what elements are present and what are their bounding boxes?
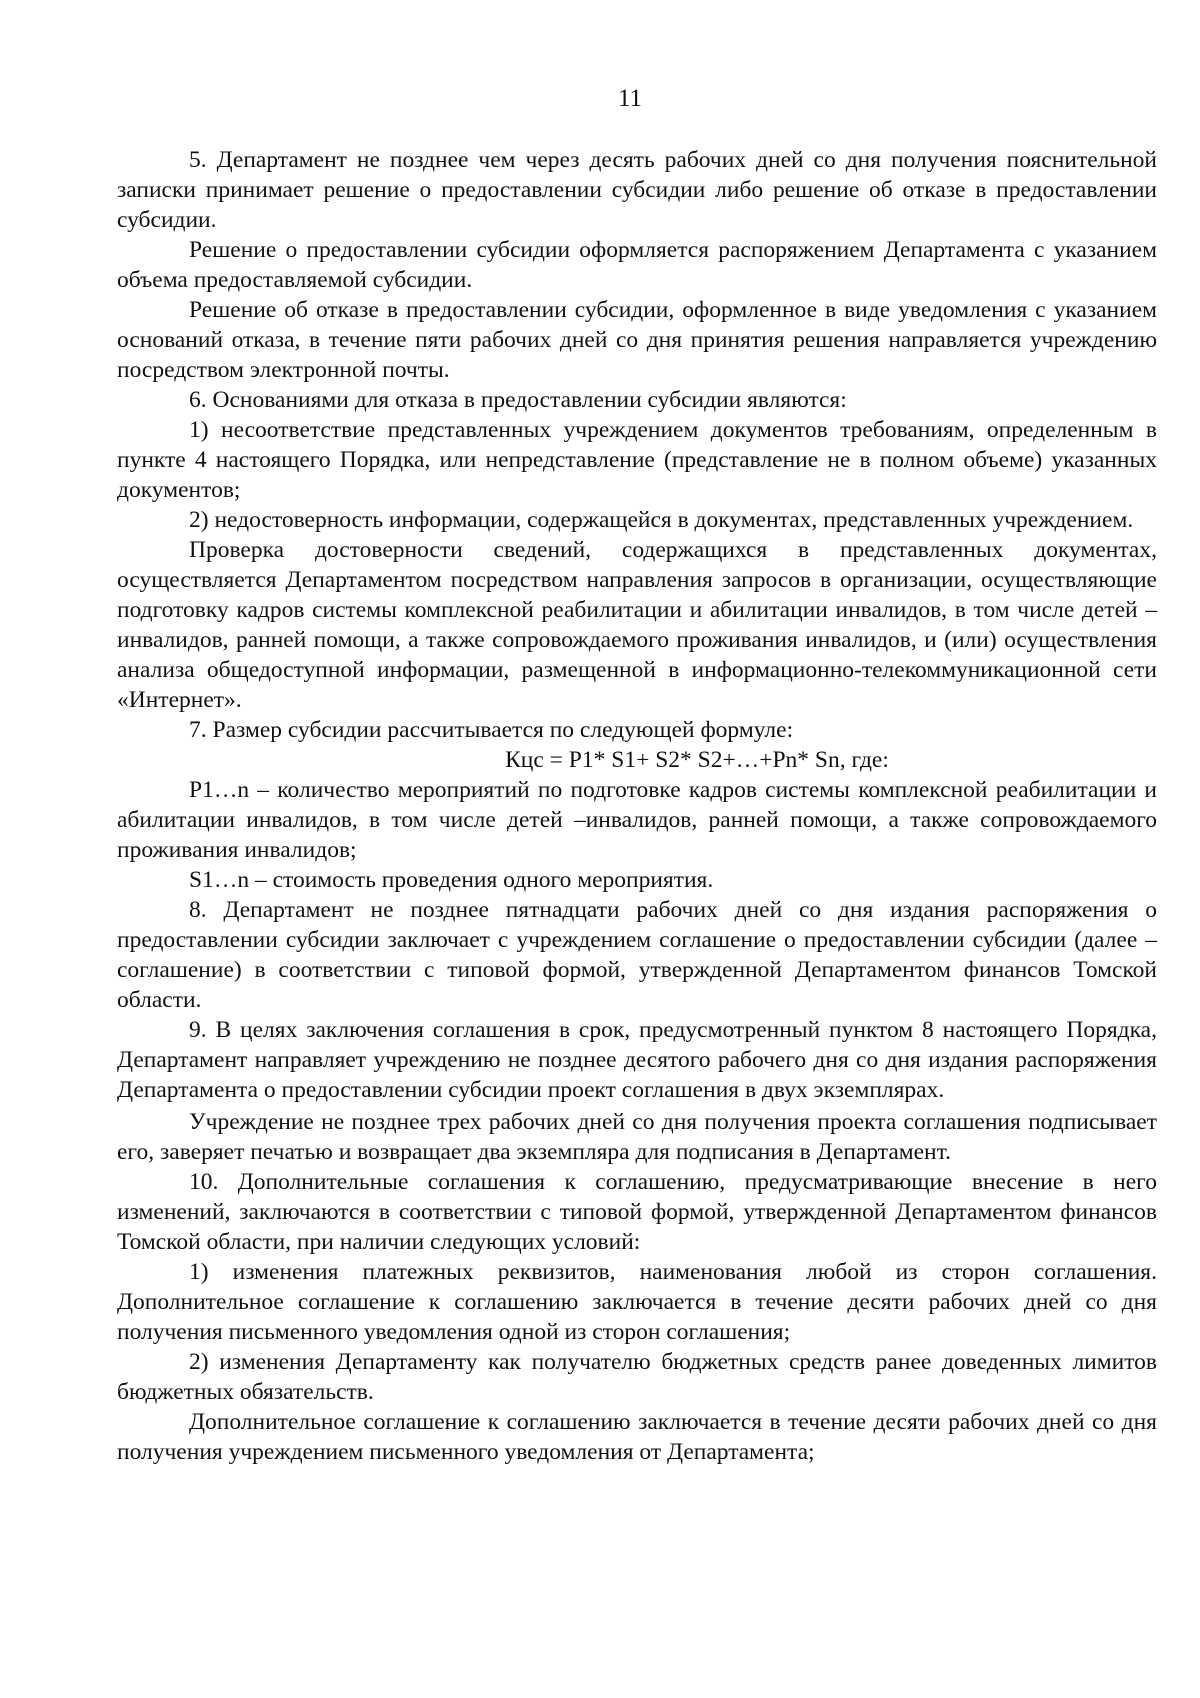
paragraph-9: 9. В целях заключения соглашения в срок, предусмотренный пунктом 8 настоящего Порядка, Департамент направляет учреждению не позднее десятого рабочего дня со дня издания распоряжения Департамента о предоставлении субсидии проект соглашения в двух экземплярах. [117,1017,1157,1103]
paragraph-additional-agreement: Дополнительное соглашение к соглашению заключается в течение десяти рабочих дней со дня получения учреждением письменного уведомления от Департамента; [117,1409,1157,1465]
paragraph-7: 7. Размер субсидии рассчитывается по следующей формуле: [189,717,794,743]
paragraph-10-item-2: 2) изменения Департаменту как получателю бюджетных средств ранее доведенных лимитов бюджетных обязательств. [117,1349,1157,1405]
paragraph-5: 5. Департамент не позднее чем через десять рабочих дней со дня получения пояснительной записки принимает решение о предоставлении субсидии либо решение об отказе в предоставлении субсидии. [117,147,1157,233]
paragraph-institution-signing: Учреждение не позднее трех рабочих дней со дня получения проекта соглашения подписывает его, заверяет печатью и возвращает два экземпляра для подписания в Департамент. [117,1109,1157,1165]
paragraph-6-item-2: 2) недостоверность информации, содержащейся в документах, представленных учреждением. [189,507,1134,533]
paragraph-10: 10. Дополнительные соглашения к соглашению, предусматривающие внесение в него изменений, заключаются в соответствии с типовой формой, утвержденной Департаментом финансов Томской области, при наличии следующих условий: [117,1169,1157,1255]
paragraph-10-item-1: 1) изменения платежных реквизитов, наименования любой из сторон соглашения. Дополнительное соглашение к соглашению заключается в течение десяти рабочих дней со дня получения письменного уведомления одной из сторон соглашения; [117,1259,1157,1345]
paragraph-decision-refusal: Решение об отказе в предоставлении субсидии, оформленное в виде уведомления с указанием оснований отказа, в течение пяти рабочих дней со дня принятия решения направляется учреждению посредством электронной почты. [117,297,1157,383]
page-number: 11 [617,85,643,112]
paragraph-6: 6. Основаниями для отказа в предоставлении субсидии являются: [189,387,847,413]
paragraph-8: 8. Департамент не позднее пятнадцати рабочих дней со дня издания распоряжения о предоставлении субсидии заключает с учреждением соглашение о предоставлении субсидии (далее – соглашение) в соответствии с типовой формой, утвержденной Департаментом финансов Томской области. [117,897,1157,1013]
document-body [117,145,1157,1467]
subsidy-formula: Кцс = P1* S1+ S2* S2+…+Pn* Sn, где: [505,747,889,773]
formula-definition-s: S1…n – стоимость проведения одного мероприятия. [189,867,714,893]
paragraph-decision-granting: Решение о предоставлении субсидии оформляется распоряжением Департамента с указанием объема предоставляемой субсидии. [117,237,1157,293]
paragraph-6-item-1: 1) несоответствие представленных учреждением документов требованиям, определенным в пункте 4 настоящего Порядка, или непредставление (представление не в полном объеме) указанных документов; [117,417,1157,503]
paragraph-verification: Проверка достоверности сведений, содержащихся в представленных документах, осуществляется Департаментом посредством направления запросов в организации, осуществляющие подготовку кадров системы комплексной реабилитации и абилитации инвалидов, в том числе детей – инвалидов, ранней помощи, а также сопровождаемого проживания инвалидов, и (или) осуществления анализа общедоступной информации, размещенной в информационно-телекоммуникационной сети «Интернет». [117,537,1157,713]
formula-definition-p: P1…n – количество мероприятий по подготовке кадров системы комплексной реабилитации и абилитации инвалидов, в том числе детей –инвалидов, ранней помощи, а также сопровождаемого проживания инвалидов; [117,777,1157,863]
